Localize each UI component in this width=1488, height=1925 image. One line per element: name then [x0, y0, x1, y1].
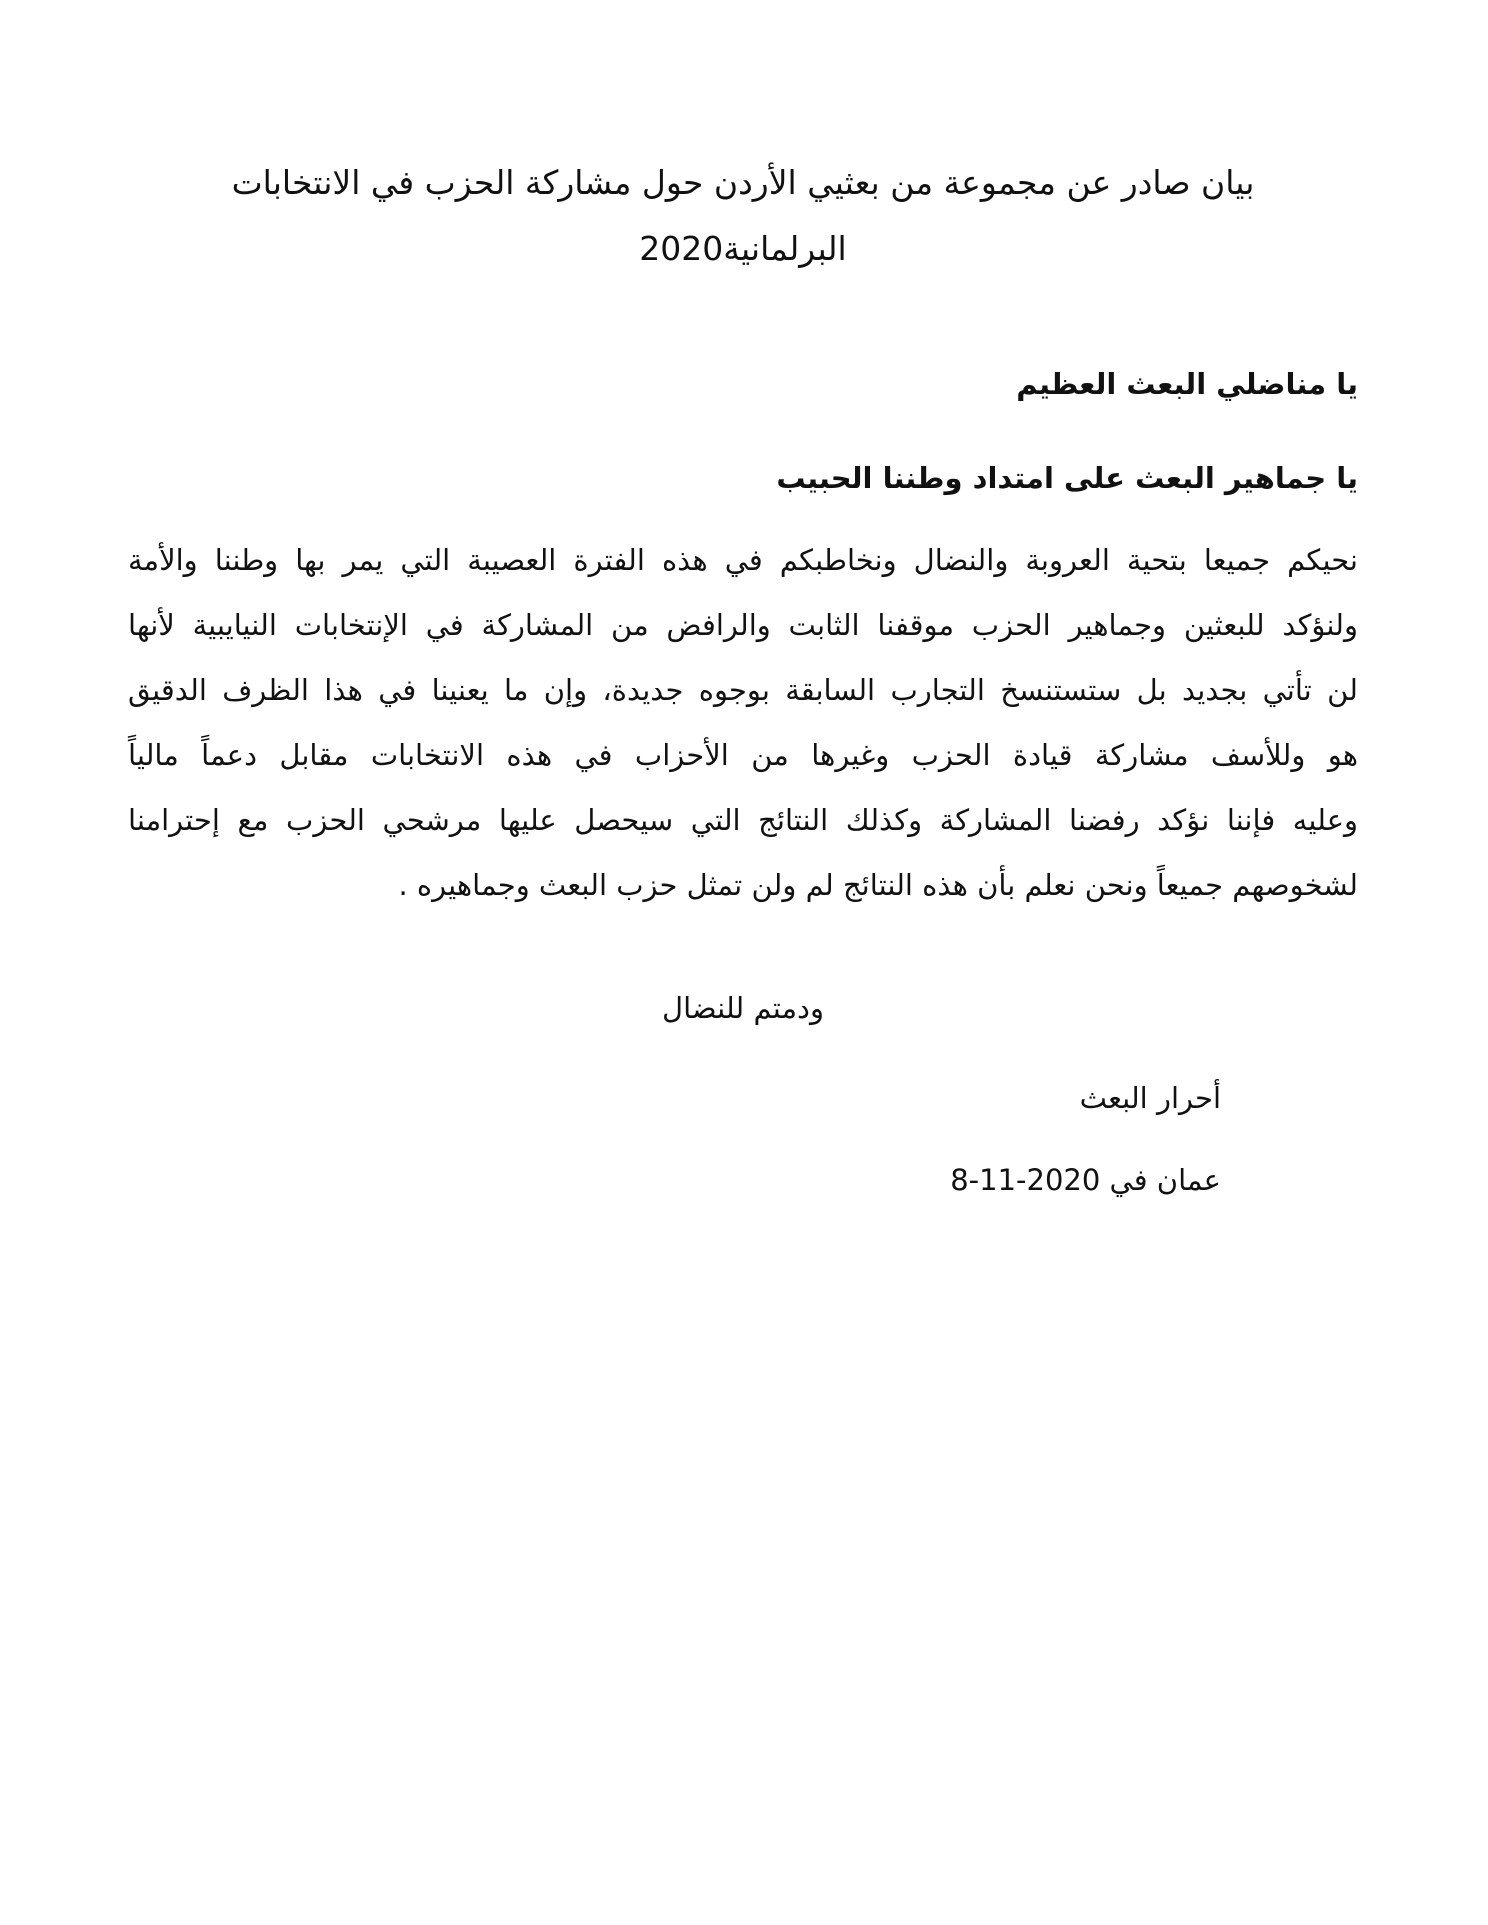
signature-block [128, 1074, 1358, 1204]
salutation-baath-militants: يا مناضلي البعث العظيم [1016, 367, 1358, 401]
body-line-1: نحيكم جميعا بتحية العروبة والنضال ونخاطبكم في هذه الفترة العصيبة التي يمر بها وطننا والأمة [128, 543, 1358, 577]
signature-name: أحرار البعث [1079, 1081, 1221, 1115]
body-line-2: ولنؤكد للبعثين وجماهير الحزب موقفنا الثابت والرافض من المشاركة في الإنتخابات النيايبية لأنها [128, 608, 1358, 642]
body-line-6: لشخوصهم جميعاً ونحن نعلم بأن هذه النتائج لم ولن تمثل حزب البعث وجماهيره . [398, 868, 1358, 902]
title-line-1: بيان صادر عن مجموعة من بعثيي الأردن حول مشاركة الحزب في الانتخابات [231, 163, 1255, 202]
date-line: عمان في 2020-11-8 [950, 1163, 1221, 1197]
statement-body [128, 528, 1358, 918]
body-line-3: لن تأتي بجديد بل ستستنسخ التجارب السابقة بوجوه جديدة، وإن ما يعنينا في هذا الظرف الدقيق [128, 673, 1358, 707]
salutation-baath-masses: يا جماهير البعث على امتداد وطننا الحبيب [776, 461, 1358, 495]
closing-line: ودمتم للنضال [662, 991, 824, 1025]
body-line-4: هو وللأسف مشاركة قيادة الحزب وغيرها من الأحزاب في هذه الانتخابات مقابل دعماً مالياً [128, 738, 1358, 772]
title-line-2: البرلمانية2020 [639, 229, 847, 268]
document-title [128, 150, 1358, 282]
body-line-5: وعليه فإننا نؤكد رفضنا المشاركة وكذلك النتائج التي سيحصل عليها مرشحي الحزب مع إحترامنا [128, 803, 1358, 837]
